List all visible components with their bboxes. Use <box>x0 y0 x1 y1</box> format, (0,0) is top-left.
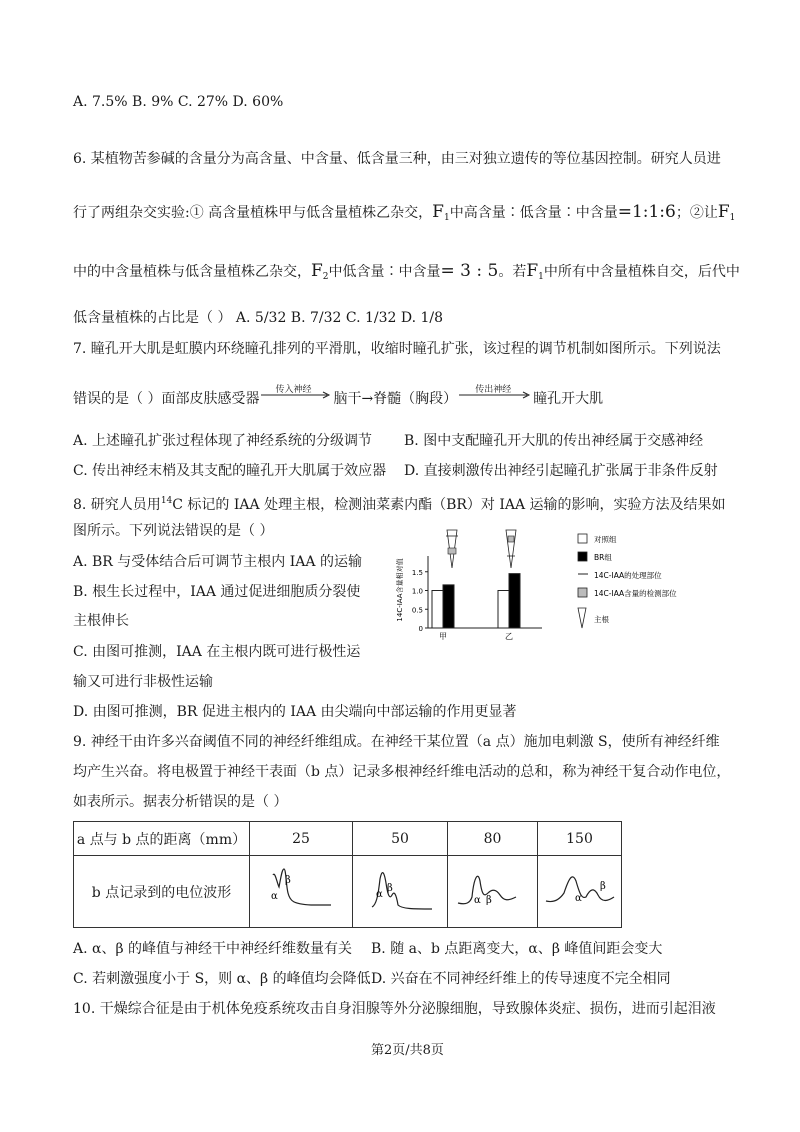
table-cell-distance: 50 <box>353 822 448 856</box>
q7-line2 <box>73 385 604 408</box>
q6-line4: 低含量植株的占比是（ ） A. 5/32 B. 7/32 C. 1/32 D. 1/8 <box>73 310 444 326</box>
waveform-150mm <box>540 857 620 927</box>
q6-f1-b: $F_1$ <box>717 202 736 223</box>
waveform-cell <box>538 856 622 928</box>
waveform-50mm <box>354 857 446 927</box>
page-footer: 第2页/共8页 <box>371 1043 444 1058</box>
q6-f1-a: $F_1$ <box>432 202 450 223</box>
legend-label: BR组 <box>594 553 612 562</box>
q6-ratio2-val: = 3 : 5 <box>440 261 499 281</box>
q6-line1: 6. 某植物苦参碱的含量分为高含量、中含量、低含量三种，由三对独立遗传的等位基因控制。研究人员进 <box>73 151 721 167</box>
bar-br-1 <box>509 574 520 628</box>
y-tick-label: 0.5 <box>411 606 423 615</box>
waveform-80mm <box>450 857 536 927</box>
q5-options: A. 7.5% B. 9% C. 27% D. 60% <box>73 94 284 110</box>
q7-end: 瞳孔开大肌 <box>533 391 604 407</box>
x-tick-label: 甲 <box>439 632 447 641</box>
legend-swatch-control <box>578 534 587 543</box>
q7-option-d: D. 直接刺激传出神经引起瞳孔扩张属于非条件反射 <box>404 463 718 479</box>
q6-line3c: 中所有中含量植株自交，后代中 <box>543 264 740 280</box>
waveform-table <box>73 821 622 928</box>
q6-line3b: 。若 <box>498 264 527 280</box>
table-cell-distance: 150 <box>538 822 622 856</box>
y-tick-label: 1.5 <box>411 568 423 577</box>
svg-text:α: α <box>271 890 278 902</box>
q9-option-a: A. α、β 的峰值与神经干中神经纤维数量有关 <box>73 941 353 957</box>
legend-root-icon <box>578 608 586 628</box>
table-row <box>74 822 622 856</box>
q7-line1: 7. 瞳孔开大肌是虹膜内环绕瞳孔排列的平滑肌，收缩时瞳孔扩张，该过程的调节机制如图所示。下列说法 <box>73 341 721 357</box>
table-cell-distance: 25 <box>250 822 353 856</box>
q7-option-c: C. 传出神经末梢及其支配的瞳孔开大肌属于效应器 <box>73 463 387 479</box>
svg-text:β: β <box>387 882 393 894</box>
y-tick-label: 1.0 <box>411 587 423 596</box>
q7-option-a: A. 上述瞳孔扩张过程体现了神经系统的分级调节 <box>73 433 373 449</box>
q6-line2b: ；②让 <box>675 205 718 221</box>
q8-option-b1: B. 根生长过程中，IAA 通过促进细胞质分裂使 <box>73 584 361 600</box>
q9-line3: 如表所示。据表分析错误的是（ ） <box>73 794 288 810</box>
q9-option-b: B. 随 a、b 点距离变大，α、β 峰值间距会变大 <box>371 941 663 957</box>
q6-ratio2-text: 中低含量∶中含量 <box>328 264 441 280</box>
q8-figure <box>392 528 712 646</box>
arrow-right-icon <box>259 390 333 408</box>
table-row-label: b 点记录到的电位波形 <box>74 856 250 928</box>
waveform-cell <box>250 856 353 928</box>
svg-text:α: α <box>574 892 582 904</box>
q8-line2: 图所示。下列说法错误的是（ ） <box>73 523 274 539</box>
q6-line2a: 行了两组杂交实验:① 高含量植株甲与低含量植株乙杂交， <box>73 205 433 221</box>
root-yi-icon <box>506 530 516 568</box>
q9-option-c: C. 若刺激强度小于 S，则 α、β 的峰值均会降低 <box>73 971 371 987</box>
q7-mid: 脑干→脊髓（胸段） <box>333 391 458 407</box>
legend-label: 14C-IAA含量的检测部位 <box>594 589 677 598</box>
efferent-arrow: 传出神经 <box>457 390 533 408</box>
table-row <box>74 856 622 928</box>
q6-ratio1-text: 中高含量∶低含量∶中含量 <box>449 205 618 221</box>
waveform-cell <box>353 856 448 928</box>
y-axis-label: 14C-IAA含量相对值 <box>396 558 404 622</box>
legend-label: 对照组 <box>594 535 617 544</box>
legend-swatch-hatch <box>578 588 587 597</box>
q8-option-c2: 输又可进行非极性运输 <box>73 674 213 690</box>
q6-f1-c: $F_1$ <box>526 261 544 282</box>
bar-control-1 <box>498 591 509 629</box>
legend-label: 主根 <box>594 615 609 624</box>
y-tick-label: 0 <box>418 625 423 633</box>
waveform-25mm <box>251 857 351 927</box>
q7-option-b: B. 图中支配瞳孔开大肌的传出神经属于交感神经 <box>404 433 704 449</box>
svg-text:α: α <box>473 894 481 906</box>
q6-ratio1-val: =1:1:6 <box>617 202 676 222</box>
q8-option-c1: C. 由图可推测，IAA 在主根内既可进行极性运 <box>73 644 361 660</box>
q6-line3a: 中的中含量植株与低含量植株乙杂交， <box>73 264 311 280</box>
q8-line1: 8. 研究人员用$^{14}$C 标记的 IAA 处理主根，检测油菜素内酯（BR）对 IAA 运输的影响，实验方法及结果如 <box>73 496 726 513</box>
q10-line1: 10. 干燥综合征是由于机体免疫系统攻击自身泪腺等外分泌腺细胞，导致腺体炎症、损伤，进而引起泪液 <box>73 1001 716 1017</box>
legend-label: 14C-IAA的处理部位 <box>594 571 662 580</box>
waveform-cell <box>448 856 538 928</box>
q8-option-d: D. 由图可推测，BR 促进主根内的 IAA 由尖端向中部运输的作用更显著 <box>73 704 517 720</box>
q8-option-a: A. BR 与受体结合后可调节主根内 IAA 的运输 <box>73 554 362 570</box>
q9-line2: 均产生兴奋。将电极置于神经干表面（b 点）记录多根神经纤维电活动的总和，称为神经干复合动作电位， <box>73 764 731 780</box>
iaa-bar-chart <box>392 528 712 646</box>
table-header-distance: a 点与 b 点的距离（mm） <box>74 822 250 856</box>
legend-swatch-br <box>578 552 587 561</box>
svg-text:β: β <box>599 880 606 892</box>
bar-br-0 <box>443 585 454 628</box>
x-tick-label: 乙 <box>505 632 513 641</box>
q7-line2a: 错误的是（ ）面部皮肤感受器 <box>73 391 260 407</box>
svg-text:β: β <box>285 874 291 886</box>
q6-line3 <box>73 262 740 286</box>
svg-text:α: α <box>376 888 383 900</box>
afferent-arrow: 传入神经 <box>259 390 333 408</box>
q6-line2 <box>73 203 735 227</box>
arrow-right-icon <box>457 390 533 408</box>
table-cell-distance: 80 <box>448 822 538 856</box>
q8-option-b2: 主根伸长 <box>73 613 129 629</box>
svg-text:β: β <box>485 894 492 906</box>
root-jia-icon <box>446 530 458 568</box>
q9-line1: 9. 神经干由许多兴奋阈值不同的神经纤维组成。在神经干某位置（a 点）施加电刺激 S，使所有神经纤维 <box>73 734 720 750</box>
bar-control-0 <box>432 591 443 629</box>
q9-option-d: D. 兴奋在不同神经纤维上的传导速度不完全相同 <box>371 971 671 987</box>
q6-f2: $F_2$ <box>311 261 329 282</box>
